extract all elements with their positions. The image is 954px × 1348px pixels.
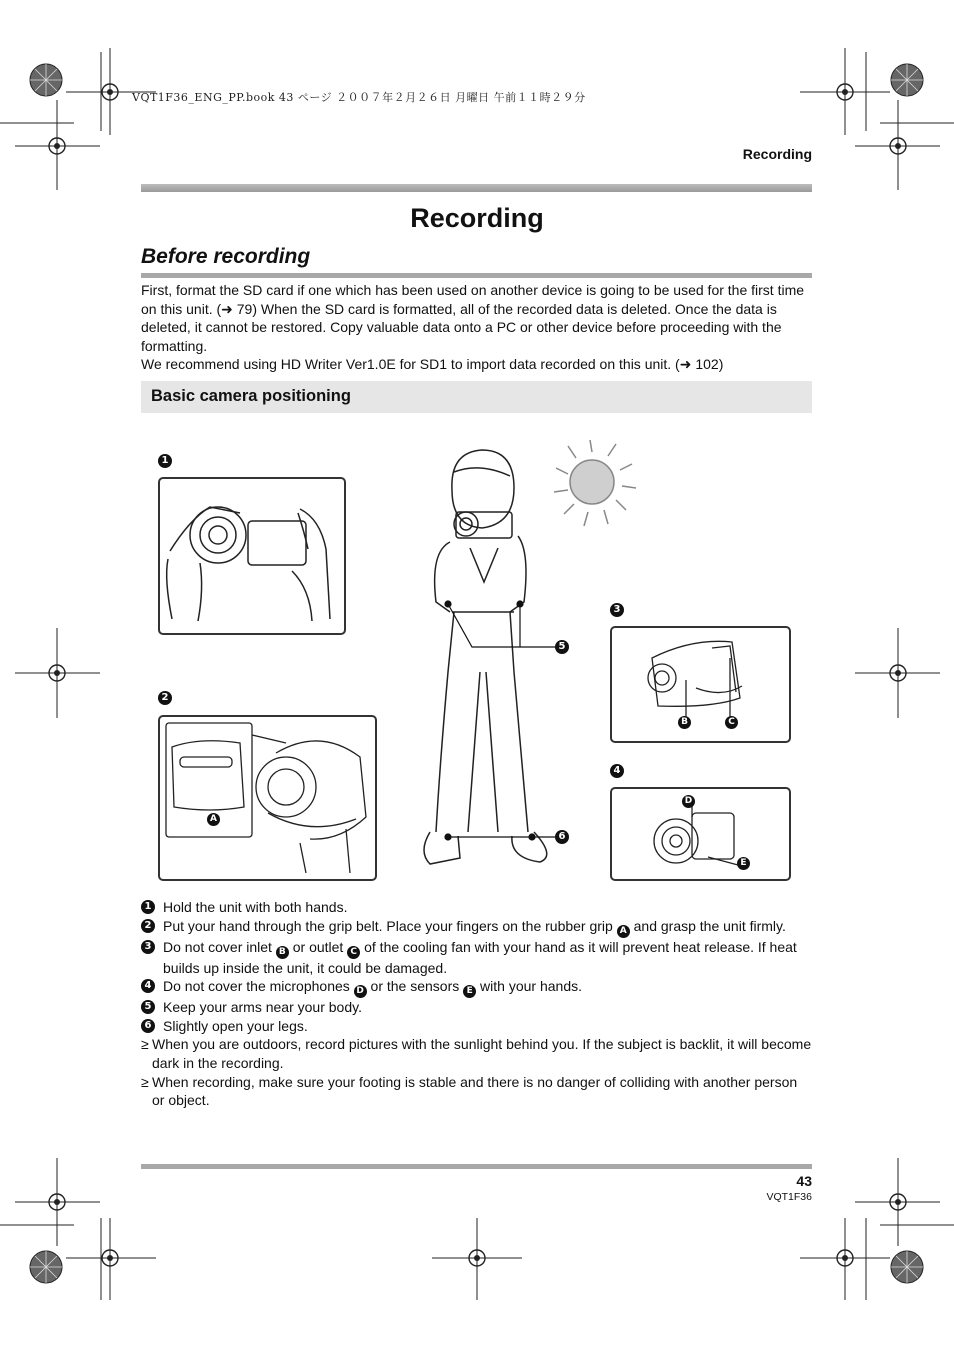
print-header: VQT1F36_ENG_PP.book 43 ページ ２００７年２月２６日 月曜日 午前１１時２９分 [132,91,586,104]
camera-front-illustration [612,789,789,879]
bullet-text: When you are outdoors, record pictures with the sunlight behind you. If the subject is backlit, it will become dark in the recording. [152,1036,812,1071]
note-letter: A [617,925,630,938]
figure-label-3: 3 [610,603,624,617]
microphones-sensors-panel [610,787,791,881]
cooling-fan-panel [610,626,791,743]
running-head: Recording [742,146,812,162]
note-number: 6 [141,1019,155,1033]
note-number: 1 [141,900,155,914]
figure-label-5: 5 [555,640,569,654]
figure-label-A: A [207,813,220,826]
bullet-symbol: ≥ [141,1073,149,1090]
note-text: and grasp the unit firmly. [629,917,786,934]
section-rule [141,273,812,278]
note-number: 2 [141,919,155,933]
hands-holding-camera-illustration [160,479,344,633]
note-text: Do not cover inlet [163,938,276,955]
figure-label-C: C [725,716,738,729]
note-number: 4 [141,979,155,993]
note-letter: C [347,946,360,959]
note-letter: D [354,985,367,998]
note-number: 5 [141,1000,155,1014]
subsection-header [141,381,812,413]
intro-text [141,281,812,374]
figure-label-B: B [678,716,691,729]
note-text: of the cooling fan with your hand as it will prevent heat release. If heat builds up inside the unit, it could be damaged. [163,938,797,976]
note-number: 3 [141,940,155,954]
note-text: Hold the unit with both hands. [163,899,348,915]
note-text: or outlet [288,938,348,955]
grip-belt-illustration [160,717,375,879]
bottom-rule [141,1164,812,1169]
hands-holding-panel [158,477,346,635]
page-title: Recording [410,203,544,233]
section-title: Before recording [141,245,311,268]
page-number: 43 [796,1173,812,1189]
note-5 [141,998,812,1017]
bullet-item [141,1073,812,1110]
camera-cooling-fan-illustration [612,628,789,741]
notes-list [141,898,812,1110]
intro-paragraph: We recommend using HD Writer Ver1.0E for SD1 to import data recorded on this unit. (➜ 102) [141,356,724,373]
bullet-text: When recording, make sure your footing is stable and there is no danger of colliding with another person or object. [152,1073,798,1109]
figure-label-6: 6 [555,830,569,844]
note-4 [141,977,812,998]
note-text: Put your hand through the grip belt. Place your fingers on the rubber grip [163,917,617,934]
note-text: Slightly open your legs. [163,1017,308,1034]
note-2 [141,917,812,938]
figure-label-E: E [737,857,750,870]
note-6 [141,1017,812,1036]
top-rule [141,184,812,192]
note-1 [141,898,812,917]
bullet-item [141,1035,812,1072]
note-3 [141,938,812,978]
document-code: VQT1F36 [766,1191,812,1203]
figure-label-2: 2 [158,691,172,705]
figure-label-1: 1 [158,454,172,468]
note-letter: B [276,946,289,959]
note-text: with your hands. [476,978,582,995]
figure-label-4: 4 [610,764,624,778]
note-text: Keep your arms near your body. [163,999,362,1016]
subsection-title: Basic camera positioning [151,387,351,405]
figure-label-D: D [682,795,695,808]
note-text: or the sensors [366,978,464,995]
note-letter: E [463,985,476,998]
bullet-symbol: ≥ [141,1036,149,1053]
grip-belt-panel [158,715,377,881]
intro-paragraph: First, format the SD card if one which has been used on another device is going to be used for the first time on this unit. (➜ 79) When the SD card is formatted, all of the recorded data is deleted. Once the data is deleted, it cannot be restored. Copy valuable data onto a PC or other device before proceeding with the formatting. [141,282,805,354]
note-text: Do not cover the microphones [163,978,354,995]
